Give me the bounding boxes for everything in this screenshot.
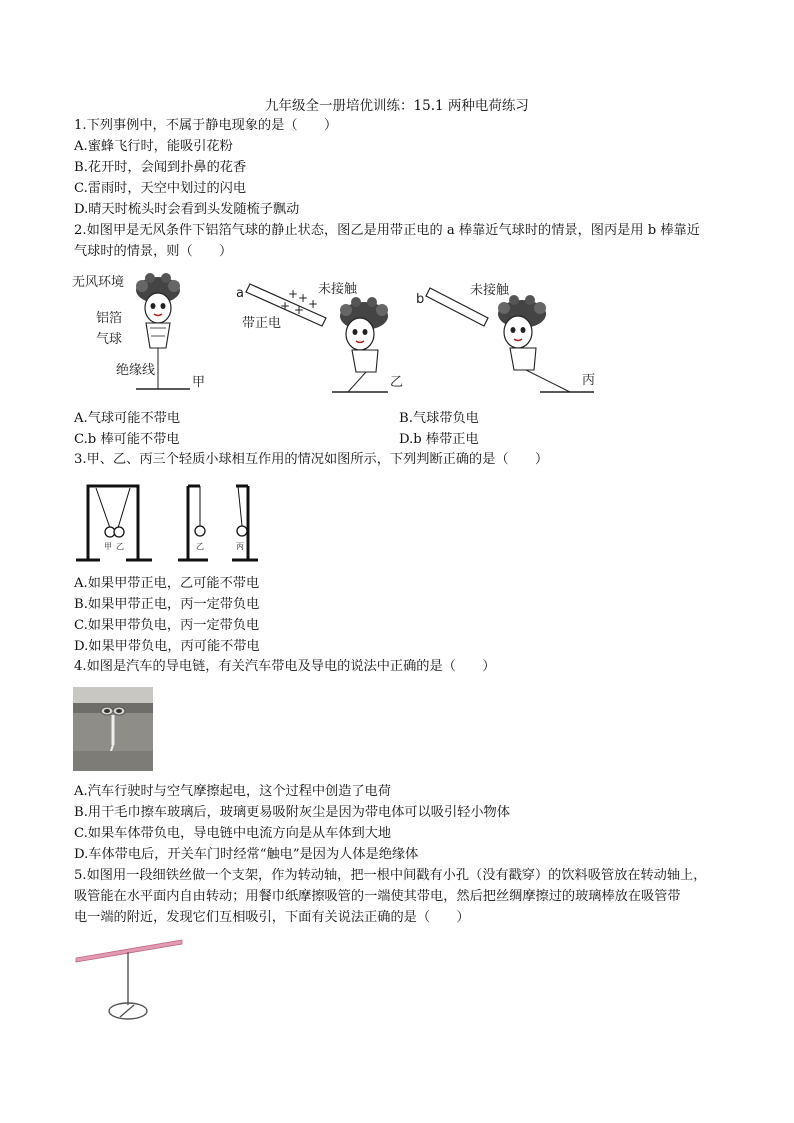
q1-option-c: C.雷雨时，天空中划过的闪电	[74, 181, 247, 196]
svg-text:+: +	[298, 291, 309, 305]
svg-text:+: +	[280, 299, 291, 313]
svg-text:+: +	[294, 303, 305, 317]
svg-text:+: +	[308, 297, 319, 311]
q2-label-jia: 甲	[192, 375, 206, 390]
wire-stand-icon	[109, 952, 147, 1019]
q2-option-d: D.b 棒带正电	[399, 432, 479, 447]
q3-pendulum-figure	[72, 480, 272, 566]
page-title: 九年级全一册培优训练：15.1 两种电荷练习	[265, 98, 529, 114]
drinking-straw-icon	[76, 940, 182, 962]
q1-option-d: D.晴天时梳头时会看到头发随梳子飘动	[74, 202, 300, 217]
opera-balloon-icon	[498, 295, 546, 370]
q2-label-wind: 无风环境	[72, 275, 125, 290]
q2-balloon-figure	[70, 268, 610, 398]
q5-stem-line1: 5.如图用一段细铁丝做一个支架，作为转动轴，把一根中间戳有小孔（没有戳穿）的饮料吸管放在转动轴上，	[74, 868, 707, 883]
q2-label-thread: 绝缘线	[116, 363, 156, 378]
q3-option-b: B.如果甲带正电，丙一定带负电	[74, 597, 260, 612]
q5-straw-figure	[72, 935, 188, 1025]
q2-label-a: a	[236, 286, 244, 301]
q1-option-b: B.花开时，会闻到扑鼻的花香	[74, 160, 247, 175]
q4-stem: 4.如图是汽车的导电链，有关汽车带电及导电的说法中正确的是（ ）	[74, 659, 496, 674]
pendulum-stand-icon	[76, 486, 152, 560]
q4-car-chain-photo	[73, 687, 153, 771]
q3-stem: 3.甲、乙、丙三个轻质小球相互作用的情况如图所示，下列判断正确的是（ ）	[74, 452, 549, 467]
q2-option-b: B.气球带负电	[399, 411, 479, 426]
q3-label-bing: 丙	[236, 542, 244, 551]
q2-label-foil: 铝箔	[96, 311, 123, 326]
opera-balloon-icon	[340, 297, 388, 372]
q3-label-yi1: 乙	[116, 542, 124, 551]
q3-label-jia: 甲	[104, 542, 112, 551]
q2-label-no-contact-1: 未接触	[318, 282, 358, 297]
q3-label-yi2: 乙	[196, 542, 204, 551]
q5-stem-line3: 电一端的附近，发现它们互相吸引，下面有关说法正确的是（ ）	[74, 910, 470, 925]
q4-option-a: A.汽车行驶时与空气摩擦起电，这个过程中创造了电荷	[74, 784, 392, 799]
q2-stem-line1: 2.如图甲是无风条件下铝箔气球的静止状态，图乙是用带正电的 a 棒靠近气球时的情景，图丙是用 b 棒靠近	[74, 223, 700, 238]
q2-label-charged: 带正电	[242, 316, 282, 331]
q2-label-balloon: 气球	[96, 332, 123, 347]
q1-option-a: A.蜜蜂飞行时，能吸引花粉	[74, 139, 233, 154]
q2-label-no-contact-2: 未接触	[470, 283, 510, 298]
opera-balloon-icon	[136, 273, 180, 348]
q2-label-bing: 丙	[582, 373, 596, 388]
q1-stem: 1.下列事例中，不属于静电现象的是（ ）	[74, 118, 338, 133]
q4-option-b: B.用干毛巾擦车玻璃后，玻璃更易吸附灰尘是因为带电体可以吸引轻小物体	[74, 805, 510, 820]
q2-option-a: A.气球可能不带电	[74, 411, 181, 426]
q5-stem-line2: 吸管能在水平面内自由转动；用餐巾纸摩擦吸管的一端使其带电，然后把丝绸摩擦过的玻璃棒放在吸管带	[74, 889, 681, 904]
q3-option-d: D.如果甲带负电，丙可能不带电	[74, 639, 260, 654]
q2-stem-line2: 气球时的情景，则（ ）	[74, 244, 233, 259]
svg-text:+: +	[288, 287, 299, 301]
q3-option-a: A.如果甲带正电，乙可能不带电	[74, 576, 260, 591]
q2-option-c: C.b 棒可能不带电	[74, 432, 180, 447]
q4-option-c: C.如果车体带负电，导电链中电流方向是从车体到大地	[74, 826, 392, 841]
pendulum-stand-icon	[178, 486, 258, 560]
q3-option-c: C.如果甲带负电，丙一定带负电	[74, 618, 260, 633]
q2-label-b: b	[416, 292, 425, 307]
q4-option-d: D.车体带电后，开关车门时经常“触电”是因为人体是绝缘体	[74, 847, 419, 862]
q2-label-yi: 乙	[390, 375, 404, 390]
